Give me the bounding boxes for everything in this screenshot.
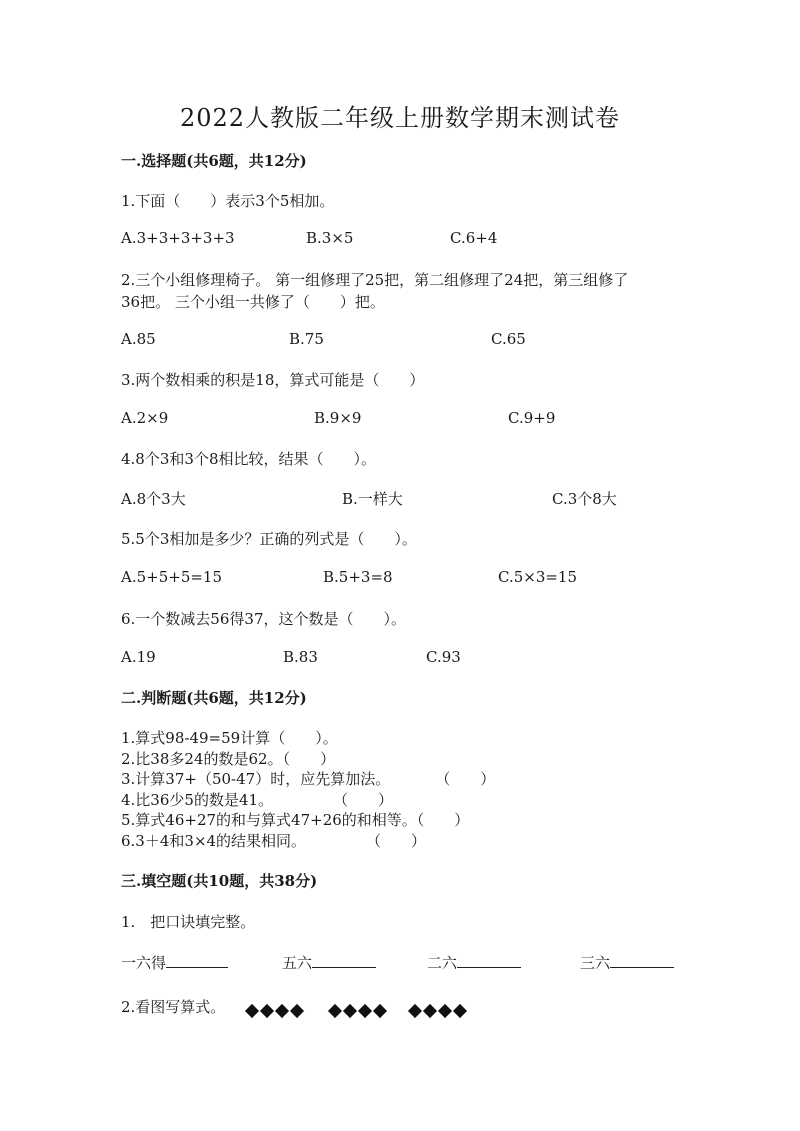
question-4: 4.8个3和3个8相比较，结果（ ）。 bbox=[121, 450, 376, 468]
option-b[interactable]: B.75 bbox=[289, 330, 324, 348]
fill-blank-item bbox=[121, 952, 228, 973]
judgment-item: 6.3＋4和3×4的结果相同。 （ ） bbox=[121, 832, 427, 850]
fill-blank-item bbox=[427, 952, 521, 973]
option-c[interactable]: C.93 bbox=[426, 648, 461, 666]
fill-blank-label: 一六得 bbox=[121, 954, 167, 972]
option-a[interactable]: A.3+3+3+3+3 bbox=[121, 229, 235, 247]
option-a[interactable]: A.8个3大 bbox=[121, 490, 186, 508]
diamond-icon bbox=[453, 1004, 467, 1018]
option-a[interactable]: A.2×9 bbox=[121, 409, 169, 427]
fill-question-2: 2.看图写算式。 bbox=[121, 998, 226, 1016]
option-c[interactable]: C.65 bbox=[491, 330, 526, 348]
diamond-icon bbox=[373, 1004, 387, 1018]
judgment-item: 5.算式46+27的和与算式47+26的和相等。（ ） bbox=[121, 811, 470, 829]
option-c[interactable]: C.6+4 bbox=[450, 229, 498, 247]
diamond-group bbox=[247, 1006, 307, 1016]
answer-blank[interactable] bbox=[610, 953, 674, 968]
answer-blank[interactable] bbox=[166, 953, 228, 968]
fill-blank-item bbox=[282, 952, 376, 973]
page-title: 2022人教版二年级上册数学期末测试卷 bbox=[179, 104, 621, 132]
diamond-icon bbox=[358, 1004, 372, 1018]
diamond-icon bbox=[290, 1004, 304, 1018]
option-b[interactable]: B.一样大 bbox=[342, 490, 403, 508]
fill-blank-label: 二六 bbox=[427, 954, 458, 972]
option-c[interactable]: C.5×3=15 bbox=[498, 568, 578, 586]
question-6: 6.一个数减去56得37，这个数是（ ）。 bbox=[121, 610, 406, 628]
judgment-item: 1.算式98-49=59计算（ ）。 bbox=[121, 729, 338, 747]
fill-blank-label: 五六 bbox=[282, 954, 313, 972]
diamond-group bbox=[410, 1006, 470, 1016]
option-a[interactable]: A.19 bbox=[121, 648, 156, 666]
section-heading-fill-blank: 三.填空题(共10题，共38分) bbox=[121, 872, 318, 890]
option-b[interactable]: B.83 bbox=[283, 648, 318, 666]
diamond-icon bbox=[423, 1004, 437, 1018]
section-heading-choice: 一.选择题(共6题，共12分) bbox=[121, 152, 307, 170]
diamond-icon bbox=[408, 1004, 422, 1018]
question-2-line-1: 2.三个小组修理椅子。 第一组修理了25把，第二组修理了24把，第三组修了 bbox=[121, 271, 629, 289]
option-c[interactable]: C.9+9 bbox=[508, 409, 556, 427]
diamond-icon bbox=[245, 1004, 259, 1018]
diamond-icon bbox=[438, 1004, 452, 1018]
option-b[interactable]: B.3×5 bbox=[306, 229, 354, 247]
judgment-item: 4.比36少5的数是41。 （ ） bbox=[121, 791, 394, 809]
question-3: 3.两个数相乘的积是18，算式可能是（ ） bbox=[121, 371, 425, 389]
answer-blank[interactable] bbox=[312, 953, 376, 968]
option-a[interactable]: A.5+5+5=15 bbox=[121, 568, 223, 586]
question-1: 1.下面（ ）表示3个5相加。 bbox=[121, 192, 335, 210]
option-b[interactable]: B.9×9 bbox=[314, 409, 362, 427]
fill-question-1: 1. 把口诀填完整。 bbox=[121, 913, 256, 931]
option-a[interactable]: A.85 bbox=[121, 330, 156, 348]
fill-blank-label: 三六 bbox=[580, 954, 611, 972]
section-heading-judgment: 二.判断题(共6题，共12分) bbox=[121, 689, 307, 707]
diamond-icon bbox=[275, 1004, 289, 1018]
option-b[interactable]: B.5+3=8 bbox=[323, 568, 393, 586]
question-2-line-2: 36把。 三个小组一共修了（ ）把。 bbox=[121, 293, 385, 311]
option-c[interactable]: C.3个8大 bbox=[552, 490, 617, 508]
diamond-icon bbox=[260, 1004, 274, 1018]
fill-blank-item bbox=[580, 952, 674, 973]
diamond-group bbox=[330, 1006, 390, 1016]
judgment-item: 2.比38多24的数是62。（ ） bbox=[121, 750, 336, 768]
diamond-icon bbox=[343, 1004, 357, 1018]
question-5: 5.5个3相加是多少？正确的列式是（ ）。 bbox=[121, 530, 417, 548]
answer-blank[interactable] bbox=[457, 953, 521, 968]
judgment-item: 3.计算37+（50-47）时，应先算加法。 （ ） bbox=[121, 770, 496, 788]
diamond-icon bbox=[328, 1004, 342, 1018]
